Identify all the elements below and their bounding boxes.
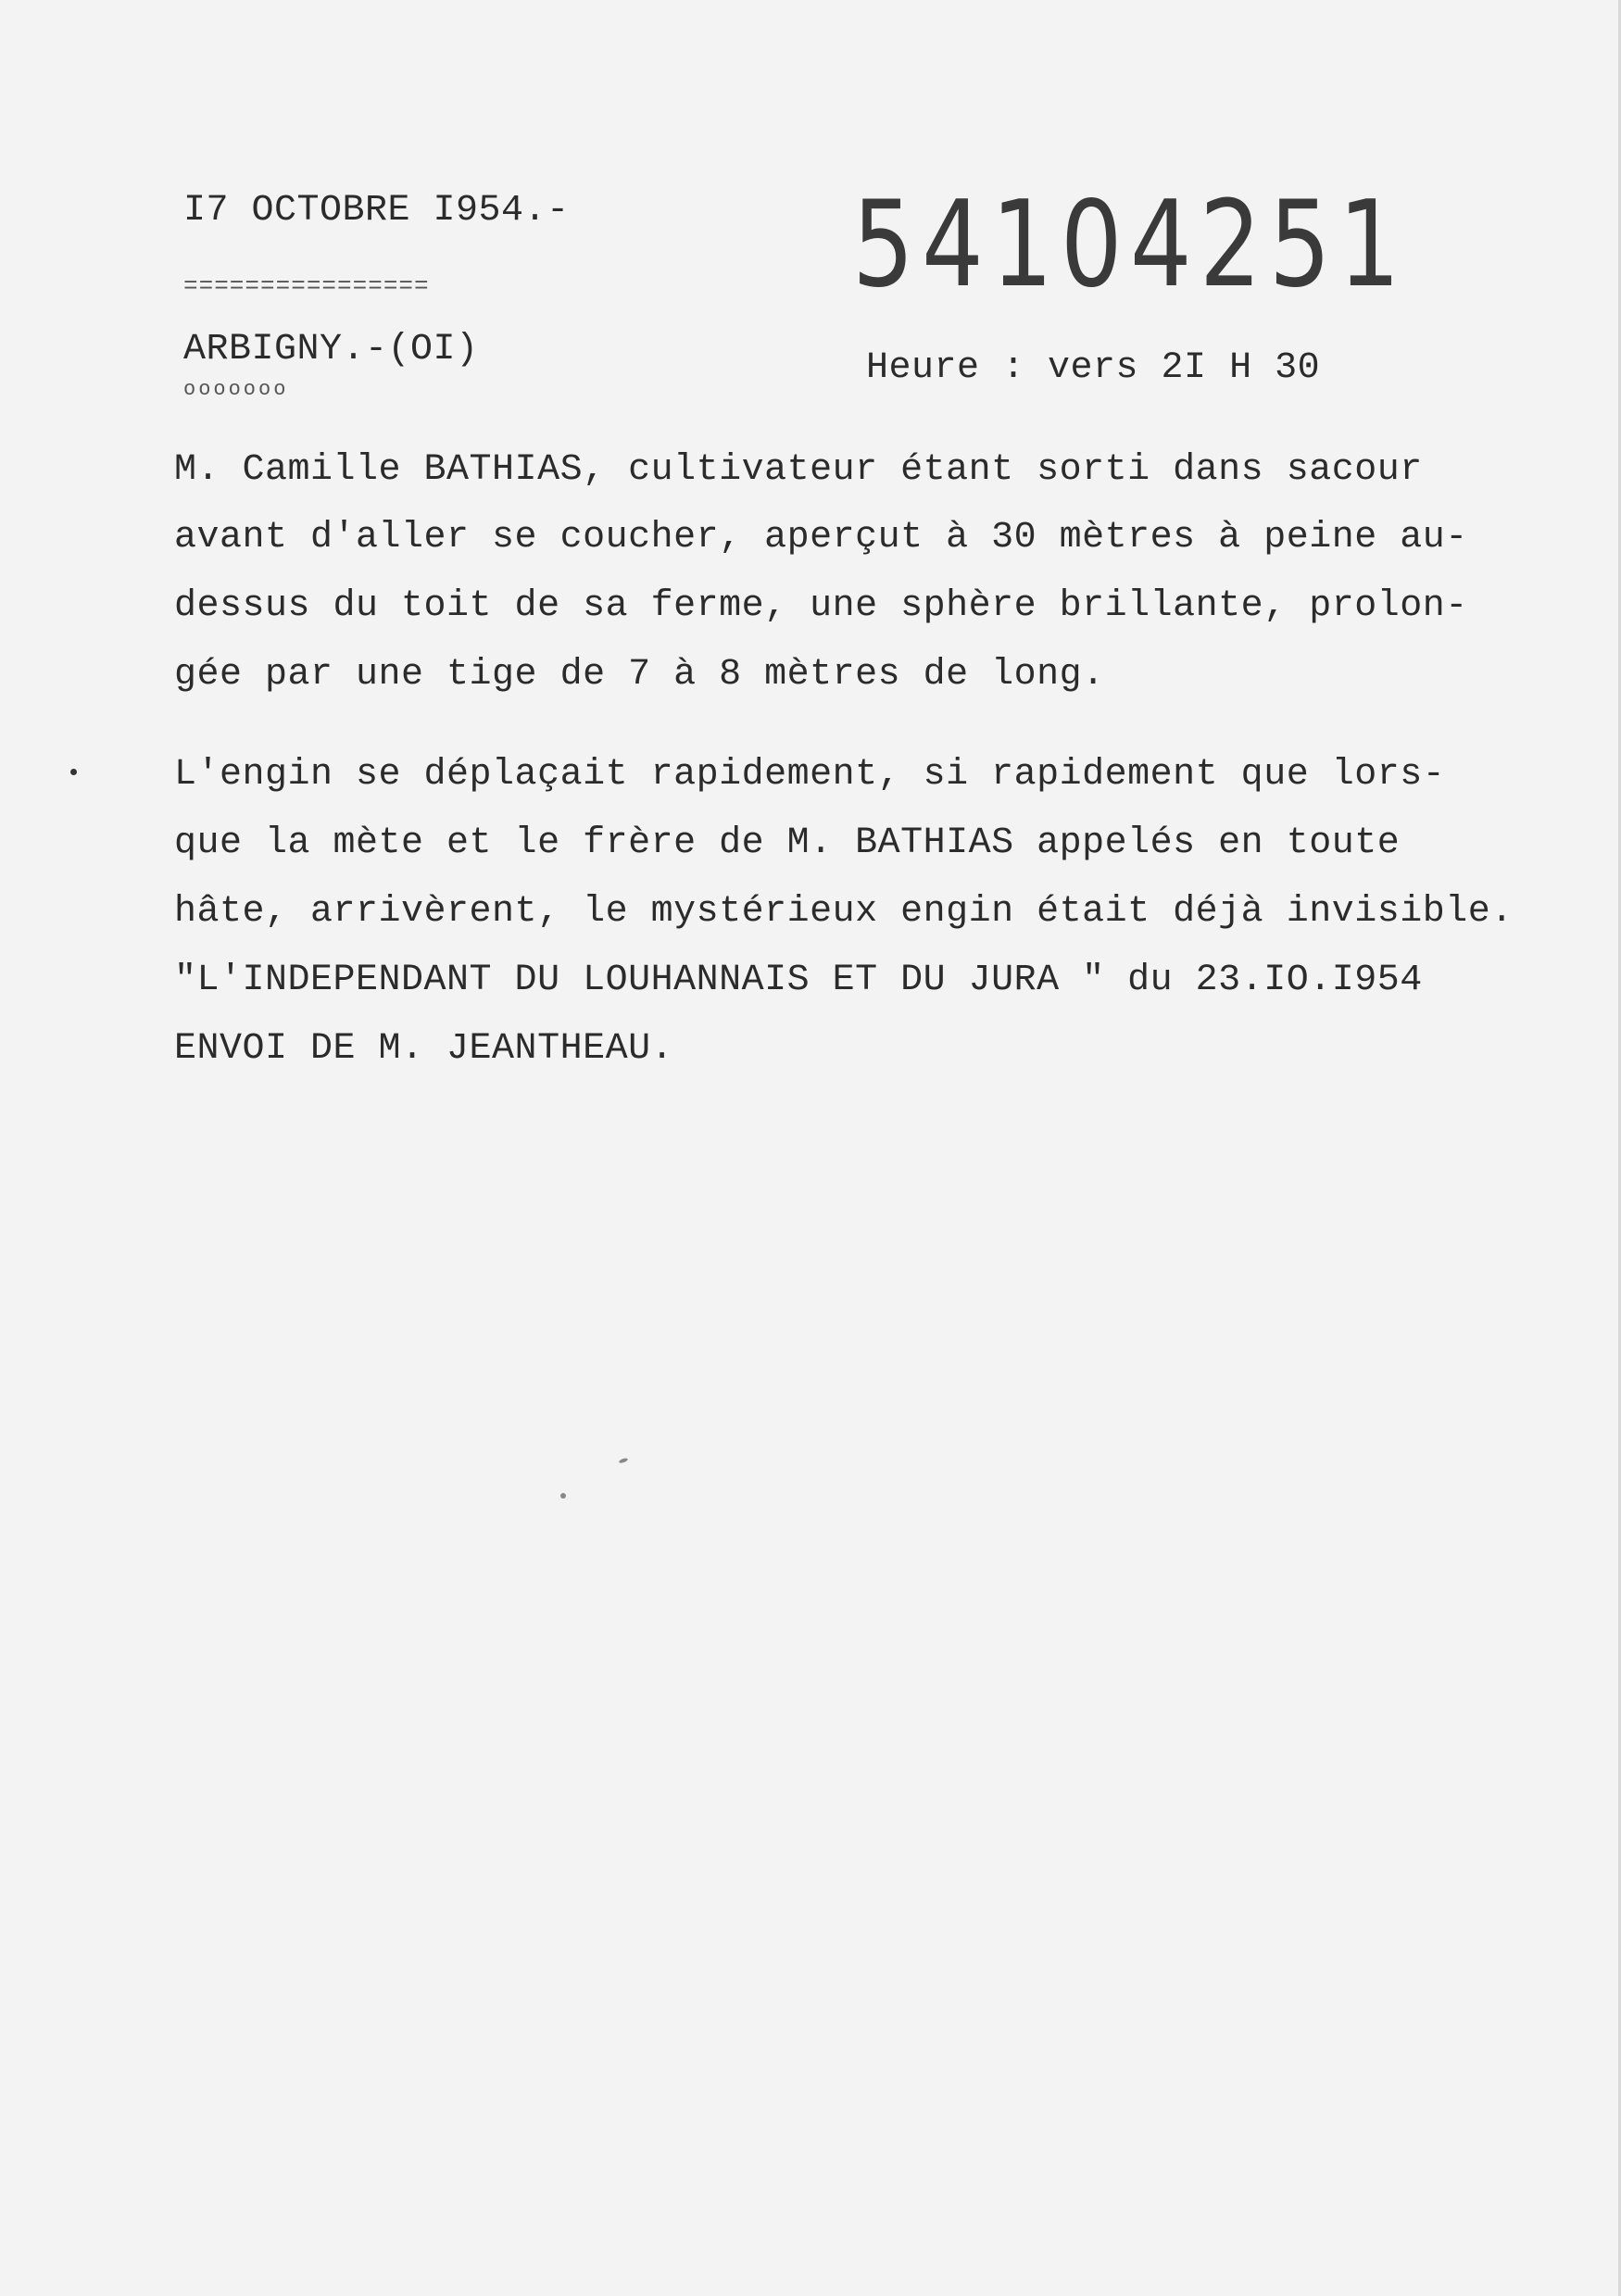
location: ARBIGNY.-(OI) (183, 329, 479, 370)
paragraph1-line: avant d'aller se coucher, aperçut à 30 mètres à peine au- (174, 517, 1468, 558)
paper-speck (619, 1457, 629, 1463)
paragraph1-line: gée par une tige de 7 à 8 mètres de long. (174, 654, 1105, 696)
sender-line: ENVOI DE M. JEANTHEAU. (174, 1028, 674, 1070)
paper-speck (560, 1493, 566, 1499)
date-underline: ================ (183, 272, 430, 300)
paragraph2-line: L'engin se déplaçait rapidement, si rapidement que lors- (174, 754, 1446, 796)
location-underline: ooooooo (183, 378, 289, 401)
archive-number-stamp: 54104251 (852, 176, 1408, 314)
paragraph2-line: que la mète et le frère de M. BATHIAS appelés en toute (174, 822, 1401, 864)
paragraph1-line: dessus du toit de sa ferme, une sphère brillante, prolon- (174, 585, 1468, 627)
report-date: I7 OCTOBRE I954.- (183, 190, 570, 232)
paragraph2-line: hâte, arrivèrent, le mystérieux engin était déjà invisible. (174, 891, 1514, 933)
sighting-time: Heure : vers 2I H 30 (866, 347, 1321, 389)
newspaper-source: "L'INDEPENDANT DU LOUHANNAIS ET DU JURA " du 23.IO.I954 (174, 960, 1423, 1001)
paragraph1-line: M. Camille BATHIAS, cultivateur étant sorti dans sacour (174, 449, 1423, 491)
margin-dot (70, 769, 77, 775)
